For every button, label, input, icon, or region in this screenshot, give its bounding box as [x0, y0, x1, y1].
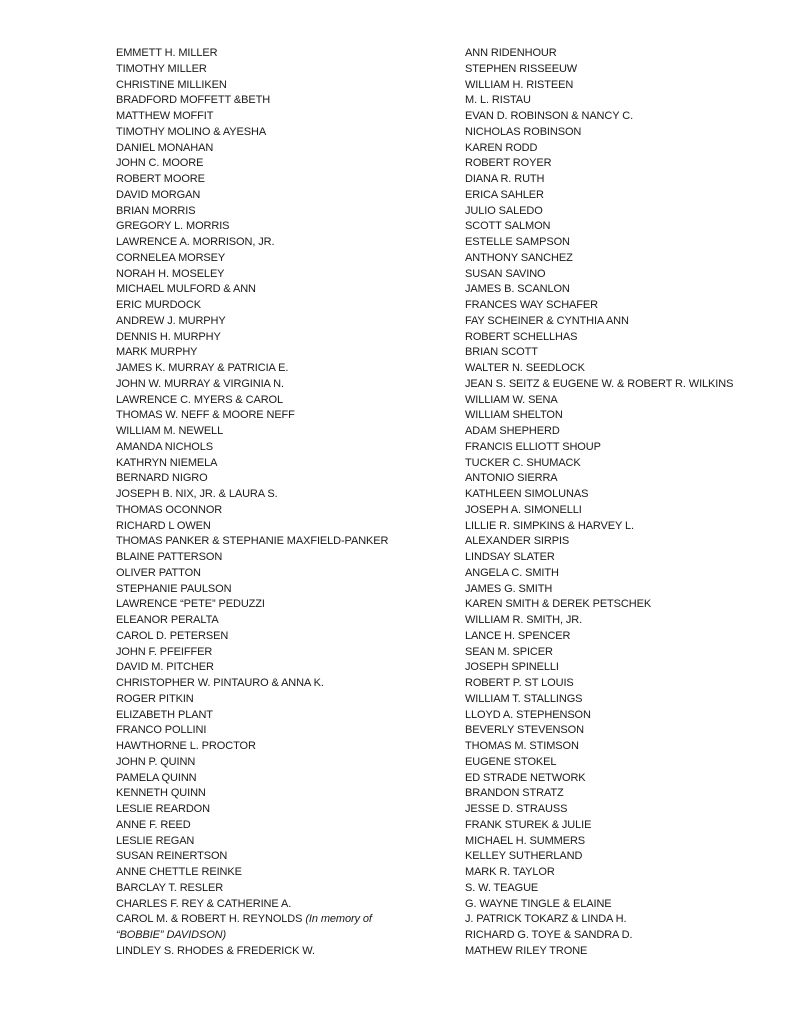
donor-name-item: LANCE H. SPENCER: [465, 629, 571, 642]
donor-name-item: DANIEL MONAHAN: [116, 141, 214, 154]
donor-name-item: JOSEPH B. NIX, JR. & LAURA S.: [116, 488, 278, 500]
donor-name-item: BLAINE PATTERSON: [116, 551, 223, 563]
donor-name-item: WALTER N. SEEDLOCK: [465, 362, 585, 374]
donor-name-item: JAMES G. SMITH: [465, 582, 553, 595]
donor-name-item: EUGENE STOKEL: [465, 755, 557, 768]
donor-name-item: ANNE F. REED: [116, 818, 191, 831]
donor-name-item: ERICA SAHLER: [465, 188, 544, 201]
donor-name-item: BRADFORD MOFFETT &BETH: [116, 94, 271, 107]
donor-name-item: ELEANOR PERALTA: [116, 614, 219, 626]
donor-name-item: PAMELA QUINN: [116, 771, 197, 784]
donor-name-item: KATHRYN NIEMELA: [116, 456, 218, 469]
donor-name-item: TUCKER C. SHUMACK: [465, 456, 581, 469]
donor-name-item: JULIO SALEDO: [465, 204, 543, 217]
donor-name-item: THOMAS W. NEFF & MOORE NEFF: [116, 409, 295, 422]
donor-name-item: SEAN M. SPICER: [465, 645, 553, 658]
donor-name-item: JAMES K. MURRAY & PATRICIA E.: [116, 362, 289, 374]
donor-name-item: LINDSAY SLATER: [465, 551, 555, 563]
donor-name-item: LAWRENCE C. MYERS & CAROL: [116, 393, 284, 406]
donor-name-item: JOSEPH SPINELLI: [465, 661, 559, 674]
donor-name-item: ALEXANDER SIRPIS: [465, 535, 570, 548]
donor-name-item: KELLEY SUTHERLAND: [465, 850, 583, 863]
donor-name-item: JOHN P. QUINN: [116, 755, 196, 768]
donor-name-item: FRANCO POLLINI: [116, 724, 207, 737]
donor-name-item: S. W. TEAGUE: [465, 881, 539, 894]
donor-name-item: ANNE CHETTLE REINKE: [116, 866, 242, 878]
donor-name-item: WILLIAM SHELTON: [465, 409, 563, 422]
memorial-note: “BOBBIE” DAVIDSON): [116, 929, 227, 941]
donor-name-item: FRANK STUREK & JULIE: [465, 818, 592, 831]
donor-name-item: SUSAN SAVINO: [465, 267, 546, 280]
donor-name-item: RICHARD L OWEN: [116, 519, 211, 532]
donor-name-item: CAROL D. PETERSEN: [116, 629, 229, 642]
donor-name-item: G. WAYNE TINGLE & ELAINE: [465, 897, 612, 910]
donor-name-item: RICHARD G. TOYE & SANDRA D.: [465, 929, 633, 941]
donor-name-item: ANGELA C. SMITH: [465, 566, 559, 579]
right-name-column: [465, 46, 785, 960]
donor-name-item: TIMOTHY MILLER: [116, 62, 207, 75]
donor-name-item: TIMOTHY MOLINO & AYESHA: [116, 125, 267, 138]
donor-name-item: M. L. RISTAU: [465, 94, 531, 107]
donor-name-item: EVAN D. ROBINSON & NANCY C.: [465, 110, 634, 122]
donor-name-item: NORAH H. MOSELEY: [116, 267, 225, 280]
donor-name-item: LLOYD A. STEPHENSON: [465, 708, 591, 721]
donor-name-item: JAMES B. SCANLON: [465, 283, 570, 296]
donor-name-item: MATHEW RILEY TRONE: [465, 944, 588, 957]
donor-name-item: SCOTT SALMON: [465, 220, 551, 233]
donor-name-item: ROGER PITKIN: [116, 692, 194, 705]
donor-name-item: JOSEPH A. SIMONELLI: [465, 503, 582, 516]
donor-name-item: BEVERLY STEVENSON: [465, 724, 584, 737]
donor-name-item: WILLIAM M. NEWELL: [116, 425, 224, 437]
memorial-note: (In memory of: [305, 913, 372, 926]
donor-name-item: MICHAEL H. SUMMERS: [465, 834, 586, 847]
donor-name-item: ROBERT P. ST LOUIS: [465, 677, 574, 689]
donor-name-text: CAROL M. & ROBERT H. REYNOLDS: [116, 913, 306, 926]
donor-name-item-continuation: [116, 928, 451, 944]
donor-name-item: DAVID MORGAN: [116, 188, 201, 201]
donor-name-item: EMMETT H. MILLER: [116, 47, 218, 59]
donor-name-item: LINDLEY S. RHODES & FREDERICK W.: [116, 944, 315, 957]
donor-name-item: LAWRENCE “PETE” PEDUZZI: [116, 598, 265, 611]
donor-name-item: ESTELLE SAMPSON: [465, 236, 570, 248]
donor-name-item: KATHLEEN SIMOLUNAS: [465, 488, 589, 500]
donor-name-item: OLIVER PATTON: [116, 566, 201, 579]
donor-name-item: JEAN S. SEITZ & EUGENE W. & ROBERT R. WILKINS: [465, 377, 734, 390]
donor-name-item: JOHN C. MOORE: [116, 157, 204, 170]
donor-name-item: MATTHEW MOFFIT: [116, 110, 214, 122]
donor-name-item: ERIC MURDOCK: [116, 299, 201, 311]
donor-name-item: MICHAEL MULFORD & ANN: [116, 283, 256, 296]
donor-name-item: ADAM SHEPHERD: [465, 425, 560, 437]
donor-name-item: ANDREW J. MURPHY: [116, 314, 226, 327]
donor-name-item: ELIZABETH PLANT: [116, 708, 213, 721]
donor-name-item: JOHN F. PFEIFFER: [116, 645, 213, 658]
donor-name-item: LESLIE REARDON: [116, 803, 210, 815]
donor-name-item: ROBERT ROYER: [465, 157, 552, 170]
donor-name-item: FAY SCHEINER & CYNTHIA ANN: [465, 314, 629, 327]
donor-name-item: [116, 912, 451, 928]
donor-name-item: WILLIAM R. SMITH, JR.: [465, 614, 583, 626]
donor-name-item: LAWRENCE A. MORRISON, JR.: [116, 236, 275, 248]
donor-name-item: WILLIAM W. SENA: [465, 393, 558, 406]
left-name-column: [116, 46, 451, 960]
donor-name-item: ROBERT SCHELLHAS: [465, 330, 578, 343]
donor-name-item: LILLIE R. SIMPKINS & HARVEY L.: [465, 519, 634, 532]
donor-name-item: FRANCIS ELLIOTT SHOUP: [465, 440, 601, 453]
donor-name-item: BRANDON STRATZ: [465, 787, 564, 800]
donor-name-item: STEPHANIE PAULSON: [116, 582, 232, 595]
donor-name-item: BRIAN SCOTT: [465, 346, 538, 359]
donor-name-item: DAVID M. PITCHER: [116, 661, 214, 674]
donor-name-item: DIANA R. RUTH: [465, 173, 545, 185]
donor-name-item: ED STRADE NETWORK: [465, 771, 586, 784]
donor-name-item: JESSE D. STRAUSS: [465, 803, 568, 815]
donor-name-item: ROBERT MOORE: [116, 173, 205, 185]
donor-name-item: JOHN W. MURRAY & VIRGINIA N.: [116, 377, 284, 390]
donor-name-item: LESLIE REGAN: [116, 834, 195, 847]
donor-name-item: MARK R. TAYLOR: [465, 866, 555, 878]
donor-name-item: WILLIAM H. RISTEEN: [465, 78, 574, 91]
donor-name-item: KENNETH QUINN: [116, 787, 206, 800]
donor-name-item: BRIAN MORRIS: [116, 204, 196, 217]
donor-name-item: SUSAN REINERTSON: [116, 850, 228, 863]
donor-name-item: WILLIAM T. STALLINGS: [465, 692, 583, 705]
donor-name-item: CHRISTOPHER W. PINTAURO & ANNA K.: [116, 677, 324, 689]
donor-name-item: AMANDA NICHOLS: [116, 440, 214, 453]
donor-name-item: CHRISTINE MILLIKEN: [116, 78, 227, 91]
donor-name-item: ANTHONY SANCHEZ: [465, 251, 573, 264]
donor-name-item: THOMAS OCONNOR: [116, 503, 223, 516]
donor-name-item: CORNELEA MORSEY: [116, 251, 226, 264]
donor-name-item: ANN RIDENHOUR: [465, 47, 557, 59]
donor-name-item: GREGORY L. MORRIS: [116, 220, 230, 233]
donor-name-item: BERNARD NIGRO: [116, 472, 208, 485]
donor-name-item: BARCLAY T. RESLER: [116, 881, 224, 894]
donor-name-item: ANTONIO SIERRA: [465, 472, 558, 485]
donor-name-item: CHARLES F. REY & CATHERINE A.: [116, 897, 292, 910]
donor-name-item: MARK MURPHY: [116, 346, 198, 359]
donor-name-item: THOMAS PANKER & STEPHANIE MAXFIELD-PANKER: [116, 535, 389, 548]
donor-name-item: KAREN RODD: [465, 141, 538, 154]
donor-name-item: THOMAS M. STIMSON: [465, 740, 579, 752]
donor-name-item: FRANCES WAY SCHAFER: [465, 299, 598, 311]
donor-name-item: HAWTHORNE L. PROCTOR: [116, 740, 256, 752]
donor-name-item: J. PATRICK TOKARZ & LINDA H.: [465, 913, 627, 926]
donor-name-item: NICHOLAS ROBINSON: [465, 125, 582, 138]
donor-name-item: STEPHEN RISSEEUW: [465, 62, 578, 75]
donor-name-item: DENNIS H. MURPHY: [116, 330, 221, 343]
donor-name-item: KAREN SMITH & DEREK PETSCHEK: [465, 598, 652, 611]
